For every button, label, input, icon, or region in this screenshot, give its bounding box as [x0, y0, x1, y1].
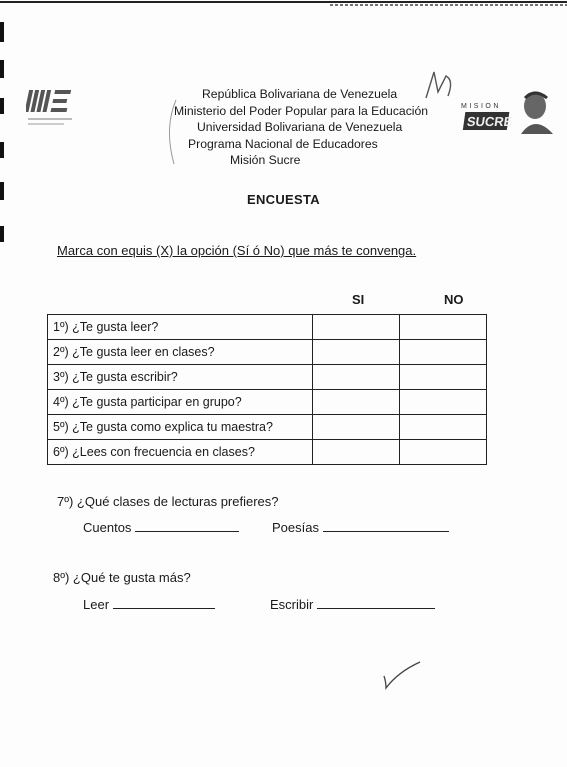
table-row — [48, 315, 487, 340]
header-line: Ministerio del Poder Popular para la Educación — [174, 103, 429, 118]
option-label: Escribir — [270, 597, 314, 612]
scan-margin-mark — [0, 98, 4, 114]
si-answer-box[interactable] — [313, 390, 400, 415]
instructions: Marca con equis (X) la opción (Sí ó No) que más te convenga. — [57, 243, 417, 258]
question-text: 1º) ¿Te gusta leer? — [48, 315, 313, 340]
leer-answer-line[interactable] — [113, 596, 215, 609]
table-row — [48, 365, 487, 390]
header-line: Misión Sucre — [230, 153, 301, 168]
header-line: República Bolivariana de Venezuela — [202, 87, 398, 101]
logo-right-label: MISION — [461, 103, 501, 110]
handwritten-mark — [420, 66, 460, 106]
si-answer-box[interactable] — [313, 365, 400, 390]
option-label: Leer — [83, 597, 110, 612]
ministry-logo — [26, 86, 90, 134]
scan-margin-mark — [0, 60, 4, 78]
header-line: Universidad Bolivariana de Venezuela — [197, 120, 403, 135]
question-text: 4º) ¿Te gusta participar en grupo? — [48, 390, 313, 415]
si-answer-box[interactable] — [313, 340, 400, 365]
question-7: 7º) ¿Qué clases de lecturas prefieres? — [57, 494, 279, 509]
question-table — [47, 314, 487, 465]
institution-header — [150, 86, 440, 169]
no-answer-box[interactable] — [400, 440, 487, 465]
si-answer-box[interactable] — [313, 440, 400, 465]
scan-top-edge — [0, 0, 567, 8]
logo-right-brand: SUCRE — [465, 114, 514, 129]
no-answer-box[interactable] — [400, 340, 487, 365]
no-answer-box[interactable] — [400, 390, 487, 415]
no-answer-box[interactable] — [400, 415, 487, 440]
scan-margin-mark — [0, 22, 4, 42]
column-header-si: SI — [352, 292, 365, 307]
option-label: Poesías — [272, 520, 319, 535]
escribir-answer-line[interactable] — [317, 596, 435, 609]
question-text: 5º) ¿Te gusta como explica tu maestra? — [48, 415, 313, 440]
table-row — [48, 440, 487, 465]
handwritten-check-mark — [380, 660, 424, 690]
question-text: 2º) ¿Te gusta leer en clases? — [48, 340, 313, 365]
si-answer-box[interactable] — [313, 415, 400, 440]
option-poesias — [272, 519, 449, 535]
header-line: Programa Nacional de Educadores — [188, 136, 378, 151]
column-header-no: NO — [444, 292, 464, 307]
option-leer — [83, 596, 215, 612]
poesias-answer-line[interactable] — [323, 519, 449, 532]
header-bracket-mark — [160, 98, 180, 168]
scan-margin-mark — [0, 226, 4, 242]
table-row — [48, 415, 487, 440]
table-row — [48, 390, 487, 415]
mision-sucre-logo — [455, 86, 559, 142]
table-row — [48, 340, 487, 365]
question-text: 6º) ¿Lees con frecuencia en clases? — [48, 440, 313, 465]
scan-margin-mark — [0, 142, 4, 158]
page-title: ENCUESTA — [247, 192, 320, 207]
no-answer-box[interactable] — [400, 365, 487, 390]
si-answer-box[interactable] — [313, 315, 400, 340]
question-8: 8º) ¿Qué te gusta más? — [53, 570, 191, 585]
option-cuentos — [83, 519, 239, 535]
option-escribir — [270, 596, 435, 612]
question-text: 3º) ¿Te gusta escribir? — [48, 365, 313, 390]
option-label: Cuentos — [83, 520, 132, 535]
no-answer-box[interactable] — [400, 315, 487, 340]
cuentos-answer-line[interactable] — [135, 519, 239, 532]
